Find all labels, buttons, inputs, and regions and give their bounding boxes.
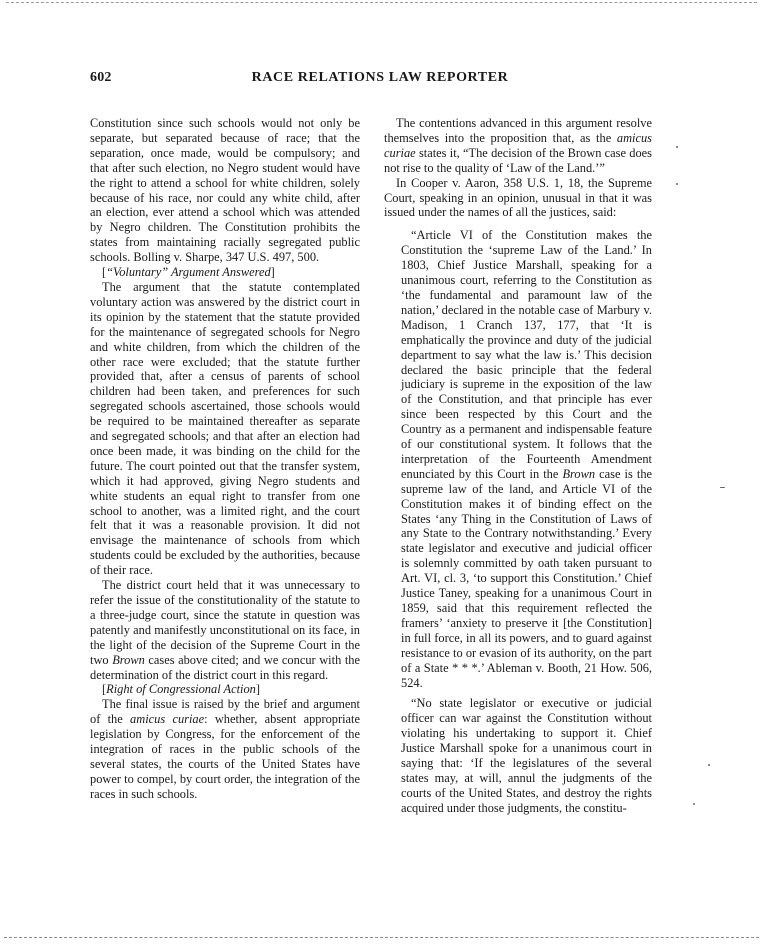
heading-bracket-open: [ xyxy=(102,265,107,280)
scan-speck xyxy=(708,764,710,766)
left-paragraph-4-b: : whether, absent appropriate legislation by Congress, for the enforcement of the integration of races in the public schools of the several states, the courts of the United States have power to compel, by court order, the integration of the races in such schools. xyxy=(90,712,361,801)
heading-congressional-action xyxy=(90,682,360,697)
left-paragraph-3-a: The district court held that it was unnecessary to refer the issue of the constitutionality of the statute to a three-judge court, since the statute in question was patently and manifestly unconstitutional on its face, in the light of the decision of the Supreme Court in the two xyxy=(90,578,360,667)
left-paragraph-1: Constitution since such schools would not only be separate, but separated because of race; that the separation, once made, would be compulsory; and that after such election, no Negro student would have the right to attend a school for white children, solely because of his race, nor could any white child, after an election, ever attend a school which was attended by Negro children. The Constitution prohibits the states from maintaining racially segregated public schools. Bolling v. Sharpe, 347 U.S. 497, 500. xyxy=(90,116,360,265)
right-paragraph-2: In Cooper v. Aaron, 358 U.S. 1, 18, the Supreme Court, speaking in an opinion, unusual in that it was issued under the names of all the justices, said: xyxy=(384,175,652,220)
spacer xyxy=(384,220,652,228)
scan-top-edge xyxy=(6,2,757,3)
right-paragraph-1 xyxy=(384,116,652,176)
quote-paragraph-1 xyxy=(401,228,652,690)
scan-bottom-edge xyxy=(4,937,759,938)
heading-voluntary-argument xyxy=(90,265,360,280)
case-name-brown: Brown xyxy=(112,652,145,667)
quote-paragraph-1-b: case is the supreme law of the land, and Article VI of the Constitution makes it of binding effect on the States ‘any Thing in the Constitution of Laws of any State to the Contrary notwithstanding.’ Every state legislator and executive and judicial officer is solemnly committed by oath taken pursuant to Art. VI, cl. 3, ‘to support this Constitution.’ Chief Justice Taney, speaking for a unanimous Court in 1859, said that this requirement reflected the framers’ ‘anxiety to preserve it [the Constitution] in full force, in all its powers, and to guard against resistance to or evasion of its authority, on the part of a State * * *.’ Ableman v. Booth, 21 How. 506, 524. xyxy=(401,466,653,690)
heading-voluntary-argument-text: “Voluntary” Argument Answered xyxy=(106,265,271,280)
scan-speck xyxy=(693,803,695,805)
case-name-brown: Brown xyxy=(562,466,596,481)
quote-paragraph-1-a: “Article VI of the Constitution makes the Constitution the ‘supreme Law of the Land.’ In 1803, Chief Justice Marshall, speaking for a unanimous court, referring to the Constitution as ‘the fundamental and paramount law of the nation,’ declared in the notable case of Marbury v. Madison, 1 Cranch 137, 177, that ‘It is emphatically the province and duty of the judicial department to say what the law is.’ This decision declared the basic principle that the federal judiciary is supreme in the exposition of the law of the Constitution, and that principle has ever since been respected by this Court and the Country as a permanent and indispensable feature of our constitutional system. It follows that the interpretation of the Fourteenth Amendment enunciated by this Court in the xyxy=(401,228,652,481)
right-column xyxy=(384,116,652,816)
left-paragraph-2: The argument that the statute contemplated voluntary action was answered by the district court in its opinion by the statement that the statute provided for the maintenance of segregated schools for Negro and white children, from which the children of the other race were excluded; that the statute further provided that, after a census of parents of school children had been taken, and preferences for such segregated schools ascertained, those schools would be required to be maintained thereafter as separate and segregated schools; and that after an election had once been made, it was binding on the child for the future. The court pointed out that the transfer system, which it had approved, giving Negro students and white students an equal right to transfer from one school to another, was a limited right, and the court felt that it was a reasonable provision. It did not envisage the maintenance of schools from which students could be excluded by the authorities, because of their race. xyxy=(90,279,360,578)
page-number: 602 xyxy=(90,70,112,85)
amicus-curiae-term: amicus curiae xyxy=(384,130,652,160)
heading-congressional-action-text: Right of Congressional Action xyxy=(106,682,256,697)
left-column xyxy=(90,116,360,802)
left-paragraph-3 xyxy=(90,578,360,682)
heading-bracket-close: ] xyxy=(270,265,275,280)
amicus-curiae-term: amicus curiae xyxy=(130,712,205,727)
left-paragraph-4-a: The final issue is raised by the brief and argument of the xyxy=(90,697,360,727)
right-paragraph-1-a: The contentions advanced in this argument resolve themselves into the proposition that, as the xyxy=(384,116,652,145)
scan-speck xyxy=(676,146,678,148)
journal-title: RACE RELATIONS LAW REPORTER xyxy=(251,70,509,85)
heading-bracket-open: [ xyxy=(102,682,107,697)
quote-paragraph-2: “No state legislator or executive or judicial officer can war against the Constitution without violating his undertaking to support it. Chief Justice Marshall spoke for a unanimous court in saying that: ‘If the legislatures of the several states may, at will, annul the judgments of the courts of the United States, and destroy the rights acquired under those judgments, the constitu- xyxy=(401,696,652,815)
running-header xyxy=(90,70,670,90)
scan-speck xyxy=(720,487,725,488)
heading-bracket-close: ] xyxy=(255,682,261,697)
left-paragraph-4 xyxy=(90,697,360,801)
block-quote xyxy=(401,228,652,815)
left-paragraph-3-b: cases above cited; and we concur with the determination of the district court in this regard. xyxy=(90,652,360,682)
scan-speck xyxy=(676,183,678,185)
right-paragraph-1-b: states it, “The decision of the Brown case does not rise to the quality of ‘Law of the Land.’” xyxy=(384,145,652,175)
